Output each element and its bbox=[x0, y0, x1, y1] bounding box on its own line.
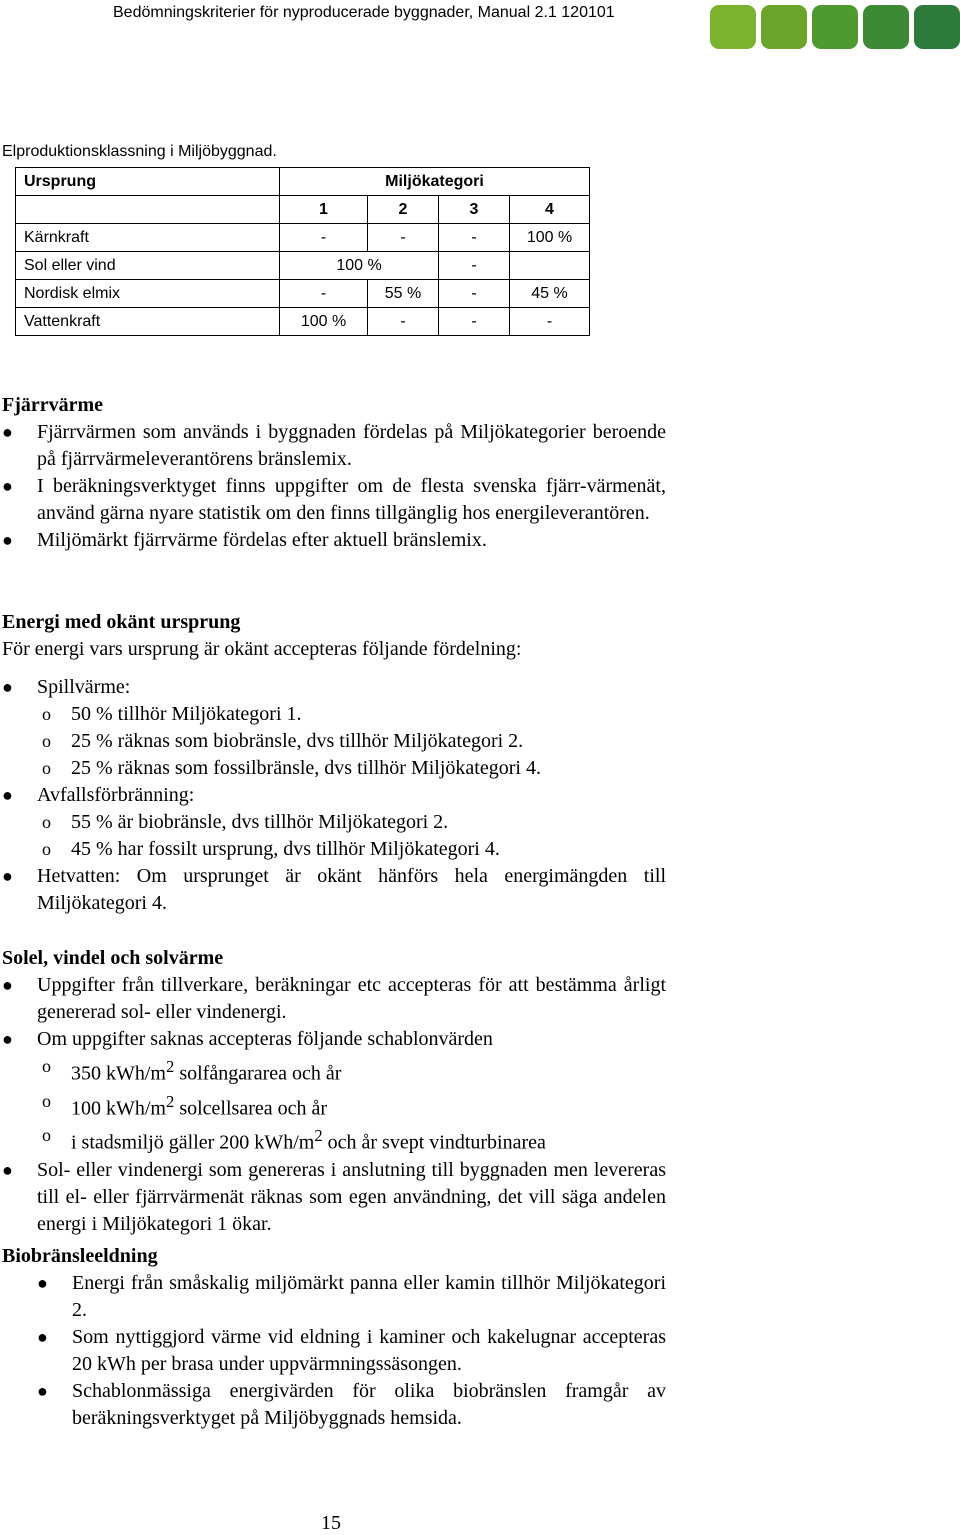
bullet-icon: ● bbox=[2, 1029, 13, 1049]
header-origin: Ursprung bbox=[16, 168, 280, 196]
section-heading: Solel, vindel och solvärme bbox=[2, 947, 224, 969]
list-item-text: i stadsmiljö gäller 200 kWh/m bbox=[71, 1131, 315, 1154]
sub-list-item bbox=[2, 1122, 666, 1157]
list-item bbox=[2, 1270, 666, 1324]
logo-segment bbox=[710, 5, 756, 49]
table-cell: 100 % bbox=[510, 224, 590, 252]
sub-list-item bbox=[2, 1053, 666, 1088]
circle-bullet-icon: o bbox=[42, 758, 51, 778]
table-cell: - bbox=[439, 308, 510, 336]
list-item-text: Schablonmässiga energivärden för olika biobränslen framgår av beräkningsverktyget på Miljöbyggnads hemsida. bbox=[72, 1380, 666, 1429]
table-cell: - bbox=[439, 224, 510, 252]
list-item-text: Om uppgifter saknas accepteras följande schablonvärden bbox=[37, 1028, 493, 1050]
header-category: Miljökategori bbox=[280, 168, 590, 196]
sub-list-item bbox=[2, 809, 666, 836]
logo-segment bbox=[812, 5, 858, 49]
superscript: 2 bbox=[166, 1091, 175, 1111]
table-cell: - bbox=[280, 224, 368, 252]
header-col-3: 3 bbox=[439, 196, 510, 224]
table-cell: 100 % bbox=[280, 308, 368, 336]
list-item-text: Energi från småskalig miljömärkt panna eller kamin tillhör Miljökategori 2. bbox=[72, 1272, 666, 1321]
list-item bbox=[2, 782, 666, 809]
list-item bbox=[2, 473, 666, 527]
list-item-text: 100 kWh/m bbox=[71, 1097, 166, 1120]
table-cell: - bbox=[368, 224, 439, 252]
table-row bbox=[16, 224, 590, 252]
section-intro: För energi vars ursprung är okänt accepteras följande fördelning: bbox=[2, 638, 522, 660]
table-header-row bbox=[16, 168, 590, 196]
section-heading: Energi med okänt ursprung bbox=[2, 611, 241, 633]
section-fjarrvarme bbox=[2, 392, 666, 554]
sub-list-item bbox=[2, 836, 666, 863]
bullet-icon: ● bbox=[2, 975, 13, 995]
list-item-text: I beräkningsverktyget finns uppgifter om de flesta svenska fjärr-värmenät, använd gärna nyare statistik om den finns tillgänglig hos energileverantören. bbox=[37, 475, 666, 524]
bullet-icon: ● bbox=[2, 785, 13, 805]
table-row bbox=[16, 280, 590, 308]
section-solel bbox=[2, 945, 666, 1238]
table-cell bbox=[510, 252, 590, 280]
list-item-text: 55 % är biobränsle, dvs tillhör Miljökategori 2. bbox=[71, 811, 449, 833]
circle-bullet-icon: o bbox=[42, 1125, 51, 1146]
table-subheader-row bbox=[16, 196, 590, 224]
bullet-list bbox=[2, 674, 666, 917]
list-item bbox=[2, 1378, 666, 1432]
list-item-text: Sol- eller vindenergi som genereras i anslutning till byggnaden men levereras till el- eller fjärrvärmenät räknas som egen användning, det vill säga andelen energi i Miljökategori 1 ökar. bbox=[37, 1158, 666, 1235]
sub-list-item bbox=[2, 728, 666, 755]
list-item-text: 45 % har fossilt ursprung, dvs tillhör Miljökategori 4. bbox=[71, 838, 500, 860]
list-item bbox=[2, 1157, 666, 1238]
list-item-text: Miljömärkt fjärrvärme fördelas efter aktuell bränslemix. bbox=[37, 529, 487, 551]
header-col-4: 4 bbox=[510, 196, 590, 224]
classification-table bbox=[15, 167, 590, 336]
list-item bbox=[2, 1324, 666, 1378]
header-col-1: 1 bbox=[280, 196, 368, 224]
list-item-text: Som nyttiggjord värme vid eldning i kaminer och kakelugnar accepteras 20 kWh per brasa under uppvärmningssäsongen. bbox=[72, 1326, 666, 1375]
row-label: Nordisk elmix bbox=[16, 280, 280, 308]
bullet-icon: ● bbox=[2, 677, 13, 697]
list-item-text: Avfallsförbränning: bbox=[37, 784, 195, 806]
row-label: Kärnkraft bbox=[16, 224, 280, 252]
section-biobransle bbox=[2, 1243, 666, 1432]
bullet-icon: ● bbox=[2, 530, 13, 550]
list-item bbox=[2, 972, 666, 1026]
logo-segment bbox=[914, 5, 960, 49]
circle-bullet-icon: o bbox=[42, 1090, 51, 1111]
circle-bullet-icon: o bbox=[42, 839, 51, 859]
sub-list-item bbox=[2, 755, 666, 782]
list-item-text: Hetvatten: Om ursprunget är okänt hänförs hela energimängden till Miljökategori 4. bbox=[37, 865, 666, 914]
section-okant-ursprung bbox=[2, 609, 666, 917]
list-item-text: Uppgifter från tillverkare, beräkningar etc accepteras för att bestämma årligt genererad sol- eller vindenergi. bbox=[37, 974, 666, 1023]
circle-bullet-icon: o bbox=[42, 1056, 51, 1076]
list-item bbox=[2, 1026, 666, 1053]
bullet-icon: ● bbox=[37, 1273, 48, 1293]
row-label: Sol eller vind bbox=[16, 252, 280, 280]
bullet-list bbox=[2, 419, 666, 554]
table-cell: - bbox=[439, 252, 510, 280]
header-col-2: 2 bbox=[368, 196, 439, 224]
sub-list-item bbox=[2, 701, 666, 728]
table-cell: - bbox=[510, 308, 590, 336]
table-cell: 55 % bbox=[368, 280, 439, 308]
table-cell: 45 % bbox=[510, 280, 590, 308]
bullet-icon: ● bbox=[37, 1327, 48, 1347]
bullet-icon: ● bbox=[2, 476, 13, 496]
logo-segment bbox=[761, 5, 807, 49]
list-item-text: Fjärrvärmen som används i byggnaden fördelas på Miljökategorier beroende på fjärrvärmeleverantörens bränslemix. bbox=[37, 421, 666, 470]
list-item-text: 50 % tillhör Miljökategori 1. bbox=[71, 703, 302, 725]
table-row bbox=[16, 252, 590, 280]
document-header-title: Bedömningskriterier för nyproducerade byggnader, Manual 2.1 120101 bbox=[113, 4, 615, 21]
bullet-icon: ● bbox=[2, 1159, 13, 1180]
list-item-text: solfångararea och år bbox=[174, 1062, 342, 1085]
bullet-list bbox=[2, 972, 666, 1238]
circle-bullet-icon: o bbox=[42, 704, 51, 724]
superscript: 2 bbox=[314, 1126, 323, 1146]
table-cell: - bbox=[280, 280, 368, 308]
section-heading: Fjärrvärme bbox=[2, 394, 104, 416]
bullet-list bbox=[2, 1270, 666, 1432]
list-item-text: solcellsarea och år bbox=[174, 1097, 328, 1120]
circle-bullet-icon: o bbox=[42, 812, 51, 832]
logo-segment bbox=[863, 5, 909, 49]
list-item-text: 350 kWh/m bbox=[71, 1062, 166, 1085]
section-heading: Biobränsleeldning bbox=[2, 1245, 158, 1267]
circle-bullet-icon: o bbox=[42, 731, 51, 751]
superscript: 2 bbox=[166, 1057, 175, 1076]
bullet-icon: ● bbox=[2, 422, 13, 442]
bullet-icon: ● bbox=[2, 866, 13, 886]
table-row bbox=[16, 308, 590, 336]
table-cell: - bbox=[439, 280, 510, 308]
bullet-icon: ● bbox=[37, 1381, 48, 1401]
brand-logo bbox=[710, 5, 960, 49]
table-caption: Elproduktionsklassning i Miljöbyggnad. bbox=[2, 143, 277, 160]
sub-list-item bbox=[2, 1088, 666, 1123]
list-item bbox=[2, 674, 666, 701]
row-label: Vattenkraft bbox=[16, 308, 280, 336]
table-cell: - bbox=[368, 308, 439, 336]
list-item-text: 25 % räknas som fossilbränsle, dvs tillhör Miljökategori 4. bbox=[71, 757, 541, 779]
list-item-text: Spillvärme: bbox=[37, 676, 131, 698]
list-item-text: och år svept vindturbinarea bbox=[322, 1131, 546, 1154]
page-number: 15 bbox=[321, 1512, 341, 1534]
header-empty bbox=[16, 196, 280, 224]
list-item bbox=[2, 863, 666, 917]
list-item-text: 25 % räknas som biobränsle, dvs tillhör Miljökategori 2. bbox=[71, 730, 524, 752]
list-item bbox=[2, 419, 666, 473]
table-cell: 100 % bbox=[280, 252, 439, 280]
list-item bbox=[2, 527, 666, 554]
